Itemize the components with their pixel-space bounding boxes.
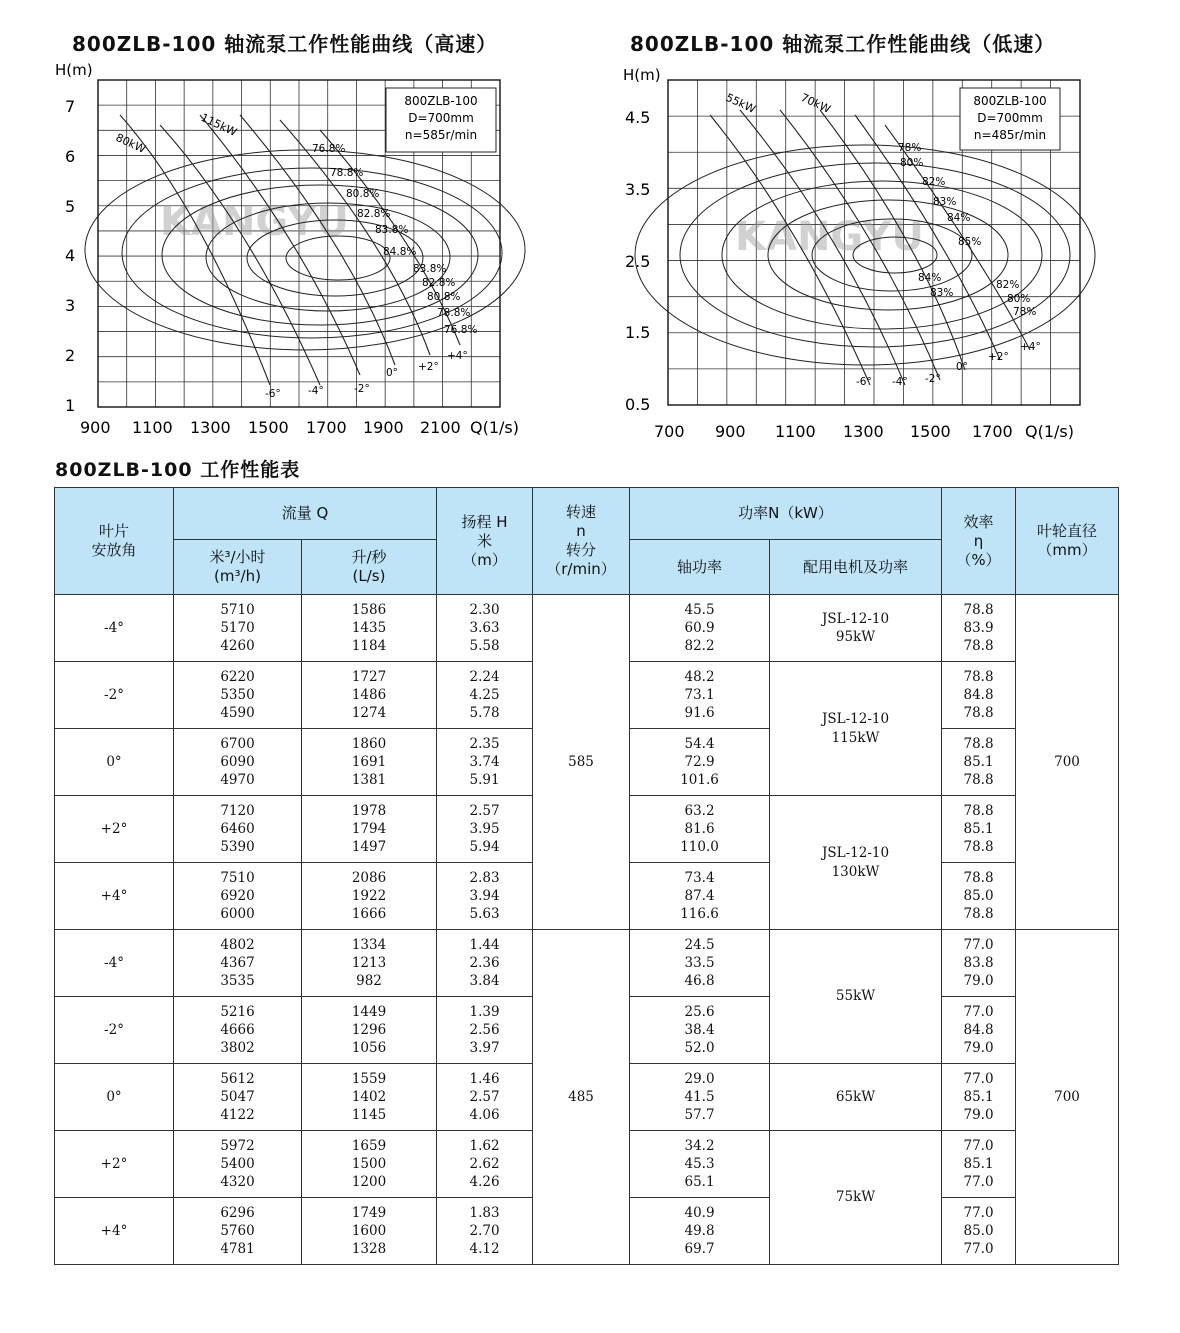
cell-power: 24.5 33.5 46.8 xyxy=(630,930,770,997)
eff-label: 80.8% xyxy=(346,188,380,200)
cell-head: 2.35 3.74 5.91 xyxy=(437,729,533,796)
angle-label: -2° xyxy=(354,383,370,395)
cell-ls: 1727 1486 1274 xyxy=(302,662,437,729)
cell-m3h: 5972 5400 4320 xyxy=(174,1131,302,1198)
cell-m3h: 6700 6090 4970 xyxy=(174,729,302,796)
cell-ls: 1860 1691 1381 xyxy=(302,729,437,796)
y-tick: 3 xyxy=(65,296,76,315)
y-tick: 5 xyxy=(65,197,76,216)
y-tick: 4.5 xyxy=(625,108,651,127)
cell-head: 2.30 3.63 5.58 xyxy=(437,595,533,662)
x-tick: 900 xyxy=(715,422,746,441)
eff-label: 83% xyxy=(933,196,957,208)
x-tick: 900 xyxy=(80,418,111,437)
eff-label: 83.8% xyxy=(413,263,447,275)
y-tick: 3.5 xyxy=(625,180,651,199)
angle-label: 0° xyxy=(956,361,968,373)
cell-head: 2.57 3.95 5.94 xyxy=(437,796,533,863)
cell-m3h: 7120 6460 5390 xyxy=(174,796,302,863)
info-speed: n=485r/min xyxy=(973,128,1047,142)
cell-head: 2.83 3.94 5.63 xyxy=(437,863,533,930)
header-blade-angle: 叶片 安放角 xyxy=(55,488,174,595)
info-diameter: D=700mm xyxy=(977,111,1043,125)
y-tick: 0.5 xyxy=(625,395,651,414)
eff-label: 85% xyxy=(958,236,982,248)
cell-power: 73.4 87.4 116.6 xyxy=(630,863,770,930)
cell-ls: 2086 1922 1666 xyxy=(302,863,437,930)
cell-motor: 75kW xyxy=(770,1131,942,1265)
x-tick: 1300 xyxy=(843,422,884,441)
cell-motor: 65kW xyxy=(770,1064,942,1131)
cell-motor: JSL-12-10 130kW xyxy=(770,796,942,930)
cell-angle: +2° xyxy=(55,796,174,863)
cell-m3h: 7510 6920 6000 xyxy=(174,863,302,930)
eff-label: 78.8% xyxy=(437,307,471,319)
x-tick: 1100 xyxy=(132,418,173,437)
header-motor: 配用电机及功率 xyxy=(770,540,942,595)
cell-m3h: 5216 4666 3802 xyxy=(174,997,302,1064)
eff-label: 78% xyxy=(898,142,922,154)
angle-label: +4° xyxy=(1020,341,1041,353)
cell-ls: 1334 1213 982 xyxy=(302,930,437,997)
cell-motor: 55kW xyxy=(770,930,942,1064)
angle-label: 0° xyxy=(386,367,398,379)
efficiency-curves xyxy=(85,150,525,350)
header-head: 扬程 H 米 （m） xyxy=(437,488,533,595)
angle-label: -6° xyxy=(856,376,872,388)
angle-label: +2° xyxy=(418,361,439,373)
chart-high-speed xyxy=(50,55,550,445)
cell-m3h: 6296 5760 4781 xyxy=(174,1198,302,1265)
cell-power: 48.2 73.1 91.6 xyxy=(630,662,770,729)
angle-label: +2° xyxy=(988,351,1009,363)
eff-label: 82% xyxy=(996,279,1020,291)
cell-eff: 77.0 85.1 77.0 xyxy=(942,1131,1016,1198)
cell-eff: 77.0 85.1 79.0 xyxy=(942,1064,1016,1131)
cell-impeller: 700 xyxy=(1016,930,1119,1265)
cell-ls: 1586 1435 1184 xyxy=(302,595,437,662)
cell-angle: -2° xyxy=(55,662,174,729)
cell-angle: +4° xyxy=(55,863,174,930)
y-axis-label: H(m) xyxy=(55,61,93,79)
y-ticks xyxy=(625,108,650,414)
cell-angle: -4° xyxy=(55,595,174,662)
cell-power: 54.4 72.9 101.6 xyxy=(630,729,770,796)
power-label: 115kW xyxy=(198,110,239,139)
eff-curve xyxy=(85,150,525,350)
cell-head: 1.62 2.62 4.26 xyxy=(437,1131,533,1198)
cell-ls: 1559 1402 1145 xyxy=(302,1064,437,1131)
cell-ls: 1449 1296 1056 xyxy=(302,997,437,1064)
cell-eff: 77.0 83.8 79.0 xyxy=(942,930,1016,997)
angle-label: -6° xyxy=(265,388,281,400)
y-tick: 2 xyxy=(65,346,76,365)
angle-label: -2° xyxy=(925,373,941,385)
x-tick: 1700 xyxy=(972,422,1013,441)
cell-power: 63.2 81.6 110.0 xyxy=(630,796,770,863)
header-flow-ls: 升/秒 (L/s) xyxy=(302,540,437,595)
angle-label: -4° xyxy=(892,376,908,388)
cell-power: 45.5 60.9 82.2 xyxy=(630,595,770,662)
cell-m3h: 5612 5047 4122 xyxy=(174,1064,302,1131)
cell-eff: 78.8 83.9 78.8 xyxy=(942,595,1016,662)
eff-label: 82% xyxy=(922,176,946,188)
info-model: 800ZLB-100 xyxy=(973,94,1047,108)
cell-motor: JSL-12-10 95kW xyxy=(770,595,942,662)
eff-label: 80% xyxy=(1007,293,1031,305)
cell-head: 1.44 2.36 3.84 xyxy=(437,930,533,997)
cell-angle: +2° xyxy=(55,1131,174,1198)
cell-angle: 0° xyxy=(55,1064,174,1131)
table-title: 800ZLB-100 工作性能表 xyxy=(55,459,301,481)
chart-high-title: 800ZLB-100 轴流泵工作性能曲线（高速） xyxy=(72,32,498,56)
header-flow: 流量 Q xyxy=(174,488,437,540)
y-axis-label: H(m) xyxy=(623,66,661,84)
power-labels xyxy=(724,91,833,116)
cell-angle: +4° xyxy=(55,1198,174,1265)
info-diameter: D=700mm xyxy=(408,111,474,125)
x-tick: 1500 xyxy=(248,418,289,437)
x-tick: 700 xyxy=(654,422,685,441)
table-row xyxy=(55,930,1119,997)
x-axis-label: Q(1/s) xyxy=(1025,422,1074,441)
x-ticks xyxy=(654,422,1013,441)
cell-power: 34.2 45.3 65.1 xyxy=(630,1131,770,1198)
y-tick: 1 xyxy=(65,396,76,415)
angle-label: +4° xyxy=(447,350,468,362)
header-efficiency: 效率 η （%） xyxy=(942,488,1016,595)
info-speed: n=585r/min xyxy=(404,128,478,142)
cell-motor: JSL-12-10 115kW xyxy=(770,662,942,796)
cell-power: 25.6 38.4 52.0 xyxy=(630,997,770,1064)
eff-label: 83.8% xyxy=(375,224,409,236)
cell-head: 1.39 2.56 3.97 xyxy=(437,997,533,1064)
eff-label: 76.8% xyxy=(444,324,478,336)
eff-label: 84% xyxy=(947,212,971,224)
cell-angle: -4° xyxy=(55,930,174,997)
cell-ls: 1978 1794 1497 xyxy=(302,796,437,863)
watermark-logo: KANGYU xyxy=(735,214,924,260)
cell-power: 40.9 49.8 69.7 xyxy=(630,1198,770,1265)
chart-low-speed xyxy=(620,55,1110,445)
watermark-logo: KANGYU xyxy=(160,199,349,245)
header-impeller: 叶轮直径 （mm） xyxy=(1016,488,1119,595)
eff-label: 76.8% xyxy=(312,143,346,155)
x-ticks xyxy=(80,418,461,437)
header-shaft-power: 轴功率 xyxy=(630,540,770,595)
info-model: 800ZLB-100 xyxy=(404,94,478,108)
x-tick: 2100 xyxy=(420,418,461,437)
x-axis-label: Q(1/s) xyxy=(470,418,519,437)
header-flow-m3h: 米³/小时 (m³/h) xyxy=(174,540,302,595)
y-tick: 1.5 xyxy=(625,323,651,342)
cell-impeller: 700 xyxy=(1016,595,1119,930)
cell-head: 1.46 2.57 4.06 xyxy=(437,1064,533,1131)
cell-power: 29.0 41.5 57.7 xyxy=(630,1064,770,1131)
eff-label: 82.8% xyxy=(422,277,456,289)
x-tick: 1300 xyxy=(190,418,231,437)
power-label: 70kW xyxy=(798,90,833,116)
cell-eff: 77.0 85.0 77.0 xyxy=(942,1198,1016,1265)
y-tick: 4 xyxy=(65,246,76,265)
cell-eff: 78.8 84.8 78.8 xyxy=(942,662,1016,729)
x-tick: 1500 xyxy=(910,422,951,441)
cell-speed: 485 xyxy=(533,930,630,1265)
cell-eff: 78.8 85.0 78.8 xyxy=(942,863,1016,930)
x-tick: 1700 xyxy=(306,418,347,437)
angle-label: -4° xyxy=(308,385,324,397)
cell-m3h: 6220 5350 4590 xyxy=(174,662,302,729)
performance-table xyxy=(54,487,1119,1265)
header-speed: 转速 n 转分 （r/min） xyxy=(533,488,630,595)
chart-low-title: 800ZLB-100 轴流泵工作性能曲线（低速） xyxy=(630,32,1056,56)
cell-head: 2.24 4.25 5.78 xyxy=(437,662,533,729)
eff-label: 84.8% xyxy=(383,246,417,258)
x-tick: 1100 xyxy=(775,422,816,441)
cell-m3h: 5710 5170 4260 xyxy=(174,595,302,662)
cell-speed: 585 xyxy=(533,595,630,930)
power-label: 80kW xyxy=(113,130,148,156)
cell-eff: 78.8 85.1 78.8 xyxy=(942,796,1016,863)
eff-label: 84% xyxy=(918,272,942,284)
power-labels xyxy=(114,111,239,156)
cell-ls: 1659 1500 1200 xyxy=(302,1131,437,1198)
eff-label: 78.8% xyxy=(330,167,364,179)
cell-head: 1.83 2.70 4.12 xyxy=(437,1198,533,1265)
x-tick: 1900 xyxy=(363,418,404,437)
cell-m3h: 4802 4367 3535 xyxy=(174,930,302,997)
cell-angle: -2° xyxy=(55,997,174,1064)
y-tick: 7 xyxy=(65,97,76,116)
y-tick: 6 xyxy=(65,147,76,166)
eff-label: 82.8% xyxy=(357,208,391,220)
cell-eff: 78.8 85.1 78.8 xyxy=(942,729,1016,796)
eff-label: 80% xyxy=(900,157,924,169)
header-power: 功率N（kW） xyxy=(630,488,942,540)
eff-label: 83% xyxy=(930,287,954,299)
cell-ls: 1749 1600 1328 xyxy=(302,1198,437,1265)
eff-label: 80.8% xyxy=(427,291,461,303)
y-ticks xyxy=(65,97,75,415)
power-label: 55kW xyxy=(723,90,758,116)
y-tick: 2.5 xyxy=(625,252,651,271)
angle-labels xyxy=(265,350,468,400)
eff-label: 78% xyxy=(1013,306,1037,318)
cell-eff: 77.0 84.8 79.0 xyxy=(942,997,1016,1064)
table-row xyxy=(55,595,1119,662)
cell-angle: 0° xyxy=(55,729,174,796)
